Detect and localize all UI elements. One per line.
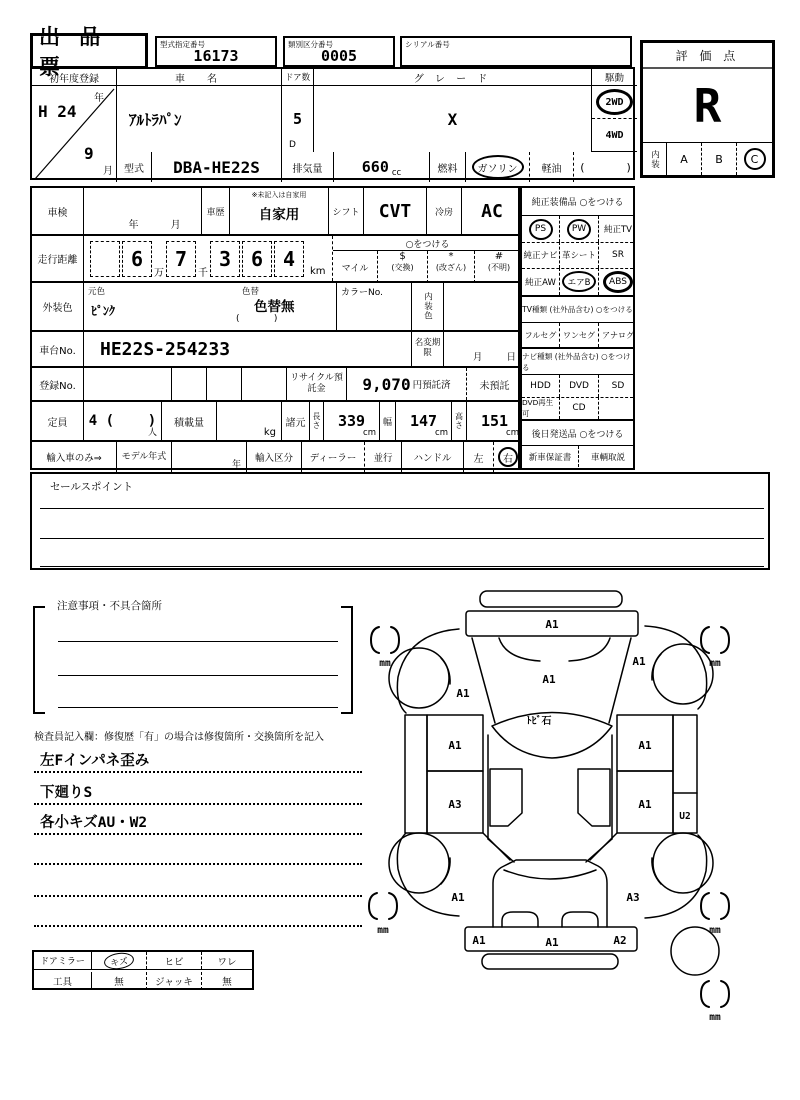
details-block: [30, 186, 520, 470]
interior-row: [643, 142, 772, 175]
ship-warranty: 新車保証書: [522, 446, 579, 467]
first-reg-month-unit: 月: [103, 166, 113, 177]
first-reg-header: 初年度登録: [32, 69, 117, 86]
drive-4wd: 4WD: [592, 119, 637, 152]
mark-unknown: [475, 251, 523, 283]
door-mirror-label: ドアミラー: [34, 952, 92, 969]
model-year-label: モデル年式: [117, 442, 172, 472]
width-cell: [396, 402, 452, 440]
type-designation-label: 型式指定番号: [160, 40, 205, 49]
row-registration: [32, 368, 518, 402]
first-reg-year-unit: 年: [94, 93, 104, 104]
interior-a: A: [667, 143, 702, 175]
shaken-label: 車検: [32, 188, 84, 234]
drive-2wd-cell: [592, 86, 637, 119]
rear-bar-center-mark: A1: [545, 936, 559, 949]
reg-no-cell-1: [84, 368, 172, 400]
capacity-label: 定員: [32, 402, 84, 440]
sales-line-2: [40, 538, 764, 539]
field-serial: [400, 36, 632, 67]
payload-label: 積載量: [162, 402, 217, 440]
right-seat: [578, 769, 610, 826]
door-mirror-row: [34, 952, 252, 970]
right-rear-door-mark: A1: [638, 798, 652, 811]
recycle-deposit: 9,070: [362, 374, 411, 394]
mileage-digit-5: 6: [242, 241, 272, 277]
model-year-unit: 年: [231, 460, 241, 470]
shaken-cell: [84, 188, 202, 234]
door-mirror-ware: ワレ: [217, 956, 237, 968]
tv-one-seg: ワンセグ: [560, 323, 599, 347]
interior-b: B: [702, 143, 737, 175]
fuel-gasoline-cell: [466, 152, 529, 182]
serial-label: シリアル番号: [405, 40, 450, 49]
car-name-value: ｱﾙﾄﾗﾊﾟﾝ: [117, 86, 282, 152]
mm-label-bottom-right: mm: [709, 925, 721, 936]
accessories-table: [32, 950, 254, 990]
score-box: [640, 40, 775, 178]
interior-label: 内装: [643, 143, 667, 175]
equipment-title: 純正装備品 ○をつける: [522, 188, 633, 216]
payload-unit: kg: [263, 427, 276, 438]
mileage-digit-6: 4: [274, 241, 304, 277]
door-mirror-kizu-cell: [92, 952, 147, 969]
color-change-label: 色替: [242, 287, 260, 297]
reg-no-cell-2: [172, 368, 207, 400]
mileage-mark-title: ○をつける: [333, 236, 522, 251]
color-change-paren: ( ): [236, 314, 278, 324]
chassis-value: HE22S-254233: [84, 332, 412, 366]
front-bumper-strip: [480, 591, 622, 607]
history-cell: [230, 188, 329, 234]
inspector-note-1: 左Fインパネ歪み: [34, 747, 362, 773]
front-bar-mark: A1: [545, 618, 559, 631]
color-no-label: カラーNo.: [341, 288, 383, 298]
sales-line-1: [40, 508, 764, 509]
mark-tampered-symbol: *: [448, 251, 454, 262]
fuel-gasoline: ガソリン: [472, 155, 524, 179]
recycle-deposit-cell: [347, 368, 467, 400]
grade-header: グ レ ー ド: [314, 69, 592, 86]
mileage-label: 走行距離: [32, 236, 84, 281]
name-change-label: 名変期限: [412, 332, 444, 366]
ext-color-cell: [84, 283, 337, 330]
shipping-title: 後日発送品 ○をつける: [522, 421, 633, 446]
rear-bumper-strip: [482, 954, 618, 969]
model-code-label: 型式: [117, 152, 152, 182]
mm-label-bottom-left: mm: [377, 925, 389, 936]
vehicle-table: [30, 67, 635, 180]
height-cell: [467, 402, 522, 440]
fuel-other: ( ): [573, 152, 637, 182]
row-capacity: [32, 402, 518, 442]
right-rear-fender-mark: A3: [626, 891, 640, 904]
payload-cell: [217, 402, 282, 440]
fuel-label: 燃料: [430, 152, 466, 182]
equip-airbag: エアB: [562, 271, 596, 292]
rear-right-wheel: [653, 833, 713, 893]
shift-label: シフト: [329, 188, 364, 234]
equip-ps: PS: [529, 219, 553, 240]
recycle-not-deposited: 未預託: [479, 380, 510, 392]
mark-replaced-text: (交換): [391, 263, 414, 272]
history-note: ※未記入は自家用: [251, 191, 307, 199]
front-right-wheel: [653, 644, 713, 704]
history-label: 車歴: [202, 188, 230, 234]
displacement-value: 660: [361, 158, 389, 176]
caution-bracket-right: [341, 606, 353, 714]
orig-color-label: 元色: [88, 287, 106, 297]
color-no-cell: [337, 283, 412, 330]
length-unit: cm: [363, 428, 376, 438]
tools-row: [34, 972, 252, 990]
int-color-cell: [444, 283, 522, 330]
tools-label: 工具: [34, 972, 92, 990]
left-front-fender-mark: A1: [456, 687, 470, 700]
row-mileage: [32, 236, 518, 283]
left-front-door-mark: A1: [448, 739, 462, 752]
equip-aw: 純正AW: [522, 268, 560, 295]
doors-header: ドア数: [282, 69, 314, 86]
interior-c-cell: [737, 143, 772, 175]
navi-type-title: ナビ種類 (社外品含む) ○をつける: [522, 349, 633, 375]
history-value: 自家用: [258, 207, 300, 223]
mileage-digit-3: 7: [166, 241, 196, 277]
tools-jack: ジャッキ: [147, 972, 202, 990]
caution-label: 注意事項・不具合箇所: [57, 600, 162, 612]
import-class-label: 輸入区分: [247, 442, 302, 472]
reg-no-label: 登録No.: [32, 368, 84, 400]
equip-pw: PW: [567, 219, 591, 240]
width-unit: cm: [435, 428, 448, 438]
height-label: 高さ: [452, 402, 467, 440]
left-seat: [490, 769, 522, 826]
sales-point-box: [30, 472, 770, 570]
form-title: 出 品 票: [30, 33, 148, 69]
shaken-year-unit: 年: [128, 220, 139, 231]
height-unit: cm: [506, 428, 519, 438]
first-reg-year: H 24: [38, 102, 77, 121]
mark-replaced: [378, 251, 428, 283]
equip-abs-cell: [599, 268, 637, 295]
mark-unknown-symbol: #: [494, 251, 504, 262]
inspector-note-2: 下廻りS: [34, 779, 362, 805]
hood-mark: A1: [542, 673, 556, 686]
field-type-designation: [155, 36, 277, 67]
inspector-title: 検査員記入欄：修復歴「有」の場合は修復箇所・交換箇所を記入: [34, 732, 324, 743]
capacity-unit: 人: [147, 428, 157, 438]
row-import: [32, 442, 518, 472]
mm-label-top-right: mm: [709, 658, 721, 669]
recycle-label: リサイクル預託金: [287, 368, 347, 400]
row-chassis: [32, 332, 518, 368]
tv-type-title: TV種類 (社外品含む) ○をつける: [522, 297, 633, 323]
equip-tv: 純正TV: [603, 225, 632, 235]
tv-analog: アナログ: [602, 330, 634, 340]
caution-bracket-left: [33, 606, 45, 714]
equip-airbag-cell: [560, 268, 599, 295]
windshield-mark: ﾄﾋﾞ石: [526, 716, 552, 727]
handle-label: ハンドル: [402, 442, 464, 472]
tv-full-seg: フルセグ: [522, 323, 560, 347]
length-label: 長さ: [310, 402, 324, 440]
width-label: 幅: [380, 402, 396, 440]
mileage-marks: [332, 236, 522, 281]
drive-2wd: 2WD: [596, 89, 633, 115]
reg-no-cell-3: [207, 368, 242, 400]
rear-window: [504, 870, 596, 879]
tools-none-1: 無: [92, 972, 147, 990]
fuel-diesel: 軽油: [529, 152, 573, 182]
left-rocker: [405, 715, 427, 833]
car-outline: [389, 591, 719, 975]
mileage-digit-1: [90, 241, 120, 277]
cooling-label: 冷房: [427, 188, 462, 234]
equip-ps-cell: [522, 216, 560, 242]
sales-line-3: [40, 566, 764, 567]
mark-tampered-text: (改ざん): [435, 263, 467, 272]
doors-unit: D: [289, 140, 296, 150]
navi-hdd: HDD: [522, 375, 560, 397]
mileage-sen: 千: [198, 268, 208, 279]
car-name-header: 車 名: [117, 69, 282, 86]
displacement-unit: cc: [391, 168, 402, 178]
door-mirror-hibi: ヒビ: [147, 952, 202, 969]
right-quarter-mark: U2: [679, 811, 691, 822]
equipment-block: [520, 186, 635, 470]
shift-value: CVT: [364, 188, 427, 234]
model-year-cell: [172, 442, 247, 472]
recycle-deposit-suffix: 円預託済: [412, 380, 451, 391]
model-code-value: DBA-HE22S: [152, 152, 282, 182]
displacement-label: 排気量: [282, 152, 334, 182]
interior-c: C: [744, 148, 766, 170]
navi-blank: [599, 397, 637, 419]
mark-unknown-text: (不明): [487, 263, 511, 272]
right-front-fender-mark: A1: [632, 655, 646, 668]
navi-dvd-play: DVD再生可: [522, 397, 560, 419]
door-mirror-kizu: キズ: [103, 950, 135, 970]
inspector-note-4: [34, 839, 362, 865]
equip-leather: 革シート: [560, 242, 599, 268]
mileage-digit-4: 3: [210, 241, 240, 277]
mark-tampered: [428, 251, 475, 283]
ship-manual: 車輌取説: [590, 452, 625, 463]
rear-bar-left-mark: A1: [472, 934, 486, 947]
row-ext-color: [32, 283, 518, 332]
field-class-division: [283, 36, 395, 67]
doors-cell: [282, 86, 314, 152]
chassis-label: 車台No.: [32, 332, 84, 366]
cooling-value: AC: [481, 200, 503, 222]
inspector-note-3: 各小キズAU・W2: [34, 809, 362, 835]
mark-mile: マイル: [333, 251, 378, 283]
width-value: 147: [409, 412, 438, 430]
score-value: R: [693, 78, 722, 133]
equip-sr: SR: [612, 250, 624, 260]
inspector-note-5: [34, 869, 362, 897]
type-designation-value: 16173: [193, 47, 239, 65]
rear-hatch: [493, 860, 607, 927]
rear-bar-right-mark: A2: [613, 934, 627, 947]
int-color-label: 内装色: [412, 283, 444, 330]
caution-line-3: [58, 707, 338, 708]
navi-cd: CD: [560, 397, 599, 419]
right-front-door-mark: A1: [638, 739, 652, 752]
name-change-date: 月 日: [472, 352, 516, 363]
handle-right: 右: [498, 447, 518, 467]
mm-label-spare: mm: [709, 1012, 721, 1023]
windshield-shape: [492, 713, 612, 759]
reg-no-cell-4: [242, 368, 287, 400]
score-title: 評 価 点: [643, 43, 772, 69]
drive-header: 駆動: [592, 69, 637, 86]
equip-abs: ABS: [603, 271, 633, 293]
grade-value: X: [314, 86, 592, 152]
shaken-month-unit: 月: [170, 220, 181, 231]
navi-sd: SD: [611, 381, 625, 391]
ext-color-label: 外装色: [32, 283, 84, 330]
first-reg-month: 9: [84, 144, 94, 163]
import-label: 輸入車のみ⇒: [32, 442, 117, 472]
orig-color-value: ﾋﾟﾝｸ: [91, 304, 116, 318]
first-reg-cell: [32, 86, 117, 182]
color-change-value: 色替無: [254, 299, 295, 315]
left-rear-door-mark: A3: [448, 798, 462, 811]
handle-left: 左: [464, 442, 494, 472]
left-rear-fender-mark: A1: [451, 891, 465, 904]
navi-dvd: DVD: [560, 375, 599, 397]
dims-label: 諸元: [282, 402, 310, 440]
sales-point-label: セールスポイント: [50, 481, 134, 493]
import-dealer: ディーラー: [302, 442, 365, 472]
handle-right-cell: [494, 442, 522, 472]
length-value: 339: [337, 412, 366, 430]
class-division-value: 0005: [320, 47, 358, 65]
equip-navi: 純正ナビ: [522, 242, 560, 268]
caution-line-1: [58, 641, 338, 642]
height-value: 151: [480, 412, 509, 430]
mm-label-top-left: mm: [379, 658, 391, 669]
inspector-note-6: [34, 899, 362, 927]
mileage-digit-2: 6: [122, 241, 152, 277]
class-division-label: 類別区分番号: [288, 40, 333, 49]
displacement-cell: [334, 152, 430, 182]
import-parallel: 並行: [365, 442, 402, 472]
doors-value: 5: [292, 110, 303, 128]
mileage-man: 万: [154, 268, 164, 279]
mark-replaced-symbol: $: [399, 251, 406, 262]
tools-none-2: 無: [222, 976, 232, 988]
row-shaken: [32, 188, 518, 236]
length-cell: [324, 402, 380, 440]
caution-line-2: [58, 675, 338, 676]
car-damage-diagram: [362, 583, 782, 1023]
capacity-cell: [84, 402, 162, 440]
mileage-unit: km: [310, 266, 326, 277]
capacity-value: 4 ( ): [88, 413, 157, 429]
equip-pw-cell: [560, 216, 599, 242]
